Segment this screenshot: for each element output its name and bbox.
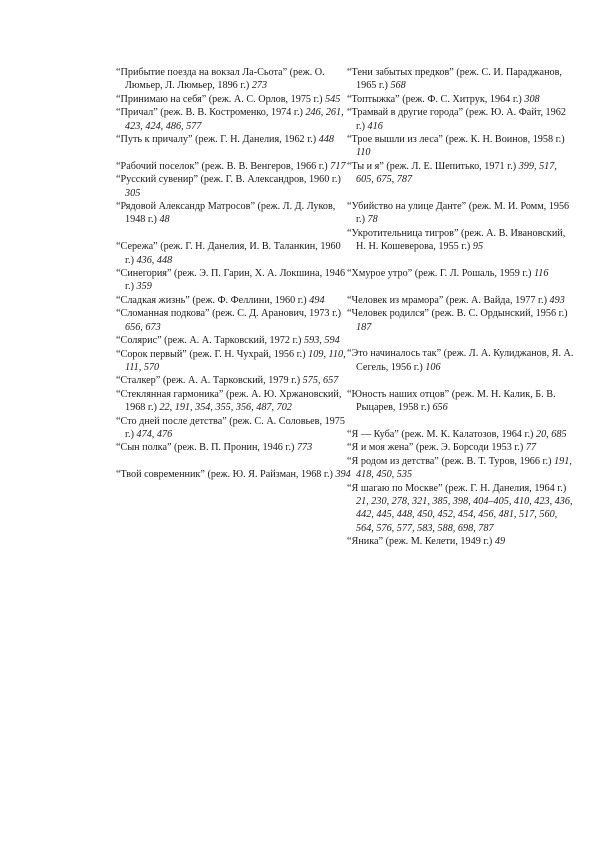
index-entry [116,66,352,93]
entry-page-numbers: 717 [330,160,346,172]
entry-title: “Путь к причалу” (реж. Г. Н. Данелия, 1962 г.) [116,134,317,146]
letter-group-gap [347,187,577,200]
entry-page-numbers: 95 [472,241,484,253]
entry-title: “Сладкая жизнь” (реж. Ф. Феллини, 1960 г.) [116,294,307,306]
index-entry [347,428,577,441]
entry-page-numbers: 109, 110, 111, 570 [125,348,346,373]
index-entry [347,307,577,334]
entry-title: “Сын полка” (реж. В. П. Пронин, 1946 г.) [116,442,295,454]
letter-group-gap [116,146,352,159]
entry-title: “Трое вышли из леса” (реж. К. Н. Воинов, 1958 г.) [347,134,565,146]
index-entry [116,294,352,307]
entry-page-numbers: 493 [549,294,565,306]
entry-page-numbers: 656 [432,402,448,414]
entry-title: “Сто дней после детства” (реж. С. А. Соловьев, 1975 г.) [116,415,345,440]
entry-title: “Я и моя жена” (реж. Э. Борсоди 1953 г.) [347,442,524,454]
index-entry [116,348,352,375]
index-entry [116,374,352,387]
entry-page-numbers: 106 [425,361,441,373]
entry-page-numbers: 575, 657 [302,375,339,387]
entry-title: “Сломанная подкова” (реж. С. Д. Аранович, 1973 г.) [116,308,342,320]
index-entry [347,441,577,454]
entry-page-numbers: 416 [367,120,383,132]
entry-page-numbers: 305 [125,187,141,199]
entry-page-numbers: 448 [318,134,334,146]
entry-title: “Это начиналось так” (реж. Л. А. Кулиджанов, Я. А. Сегель, 1956 г.) [347,348,574,373]
entry-title: “Синегория” (реж. Э. П. Гарин, Х. А. Локшина, 1946 г.) [116,268,346,293]
entry-page-numbers: 773 [296,442,313,454]
entry-title: “Человек родился” (реж. В. С. Ордынский, 1956 г.) [347,308,568,320]
entry-title: “Тени забытых предков” (реж. С. И. Параджанов, 1965 г.) [347,67,562,92]
index-entry [347,482,577,536]
entry-page-numbers: 436, 448 [136,254,173,266]
index-entry [347,535,577,548]
entry-title: “Твой современник” (реж. Ю. Я. Райзман, 1968 г.) [116,469,333,481]
entry-title: “Ты и я” (реж. Л. Е. Шепитько, 1971 г.) [347,160,517,172]
entry-page-numbers: 22, 191, 354, 355, 356, 487, 702 [159,402,292,414]
entry-page-numbers: 545 [325,93,341,105]
entry-page-numbers: 116 [533,268,549,280]
index-entry [347,227,577,254]
index-entry [116,240,352,267]
entry-title: “Сережа” (реж. Г. Н. Данелия, И. В. Таланкин, 1960 г.) [116,241,341,266]
index-entry [347,93,577,106]
entry-title: “Русский сувенир” (реж. Г. В. Александров, 1960 г.) [116,174,341,186]
index-entry [347,347,577,374]
letter-group-gap [116,227,352,240]
entry-title: “Принимаю на себя” (реж. А. С. Орлов, 1975 г.) [116,93,323,105]
index-entry [116,93,352,106]
index-entry [116,133,352,146]
letter-group-gap [347,280,577,293]
entry-page-numbers: 77 [525,442,537,454]
entry-title: “Убийство на улице Данте” (реж. М. И. Ромм, 1956 г.) [347,201,570,226]
entry-page-numbers: 191, 418, 450, 535 [356,455,572,481]
index-column-left [116,66,352,482]
entry-title: “Яника” (реж. М. Келети, 1949 г.) [347,536,493,548]
entry-title: “Я шагаю по Москве” (реж. Г. Н. Данелия, 1964 г.) [347,482,567,494]
index-entry [116,173,352,200]
entry-title: “Стеклянная гармоника” (реж. А. Ю. Хржановский, 1968 г.) [116,388,342,414]
entry-page-numbers: 359 [136,281,152,293]
entry-title: “Прибытие поезда на вокзал Ла-Сьота” (реж. О. Люмьер, Л. Люмьер, 1896 г.) [116,67,325,92]
index-entry [347,294,577,307]
index-entry [347,455,577,482]
entry-title: “Солярис” (реж. А. А. Тарковский, 1972 г.) [116,335,302,347]
entry-page-numbers: 21, 230, 278, 321, 385, 398, 404–405, 410, 423, 436, 442, 445, 448, 450, 452, 454, 456, 481, 517, 560, 564, 576, 577, 583, 588, 698, 787 [356,495,573,534]
index-column-right [347,66,577,549]
entry-page-numbers: 246, 261, 423, 424, 486, 577 [125,107,344,132]
index-entry [116,307,352,334]
entry-title: “Укротительница тигров” (реж. А. В. Ивановский, Н. Н. Кошеверова, 1955 г.) [347,227,566,253]
entry-page-numbers: 656, 673 [125,321,161,333]
entry-page-numbers: 187 [356,321,372,333]
entry-title: “Хмурое утро” (реж. Г. Л. Рошаль, 1959 г.) [347,268,532,280]
entry-page-numbers: 494 [309,294,325,306]
index-entry [347,66,577,93]
index-entry [347,160,577,187]
letter-group-gap [347,334,577,347]
entry-title: “Топтыжка” (реж. Ф. С. Хитрук, 1964 г.) [347,93,522,105]
entry-page-numbers: 474, 476 [136,428,173,440]
entry-title: “Трамвай в другие города” (реж. Ю. А. Файт, 1962 г.) [347,107,566,132]
entry-page-numbers: 273 [251,80,268,92]
letter-group-gap [116,455,352,468]
index-entry [116,334,352,347]
entry-title: “Сорок первый” (реж. Г. Н. Чухрай, 1956 г.) [116,348,306,360]
index-entry [116,468,352,481]
index-entry [347,200,577,227]
entry-page-numbers: 593, 594 [304,335,340,347]
letter-group-gap [347,254,577,267]
entry-title: “Человек из мрамора” (реж. А. Вайда, 1977 г.) [347,294,547,306]
index-entry [116,160,352,173]
entry-page-numbers: 394 [335,469,351,481]
entry-title: “Я родом из детства” (реж. В. Т. Туров, 1966 г.) [347,455,552,467]
entry-page-numbers: 399, 517, 605, 675, 787 [356,160,557,186]
index-entry [347,106,577,133]
entry-page-numbers: 110 [356,147,371,159]
index-entry [116,267,352,294]
entry-page-numbers: 48 [159,214,170,226]
index-entry [347,388,577,415]
index-entry [116,441,352,454]
entry-page-numbers: 20, 685 [535,428,567,440]
entry-title: “Рядовой Александр Матросов” (реж. Л. Д. Луков, 1948 г.) [116,201,336,226]
index-entry [116,415,352,442]
entry-title: “Я — Куба” (реж. М. К. Калатозов, 1964 г.) [347,428,534,440]
index-entry [116,388,352,415]
entry-page-numbers: 49 [494,536,506,548]
entry-title: “Рабочий поселок” (реж. В. В. Венгеров, 1966 г.) [116,160,328,172]
index-entry [347,267,577,280]
index-entry [347,133,577,160]
entry-title: “Юность наших отцов” (реж. М. Н. Калик, Б. В. Рыцарев, 1958 г.) [347,388,556,414]
index-entry [116,106,352,133]
entry-page-numbers: 78 [367,214,378,226]
letter-group-gap [347,374,577,387]
entry-page-numbers: 308 [524,93,540,105]
index-entry [116,200,352,227]
letter-group-gap [347,414,577,427]
entry-title: “Сталкер” (реж. А. А. Тарковский, 1979 г.) [116,375,301,387]
entry-title: “Причал” (реж. В. В. Костроменко, 1974 г.) [116,107,303,119]
entry-page-numbers: 568 [390,80,406,92]
